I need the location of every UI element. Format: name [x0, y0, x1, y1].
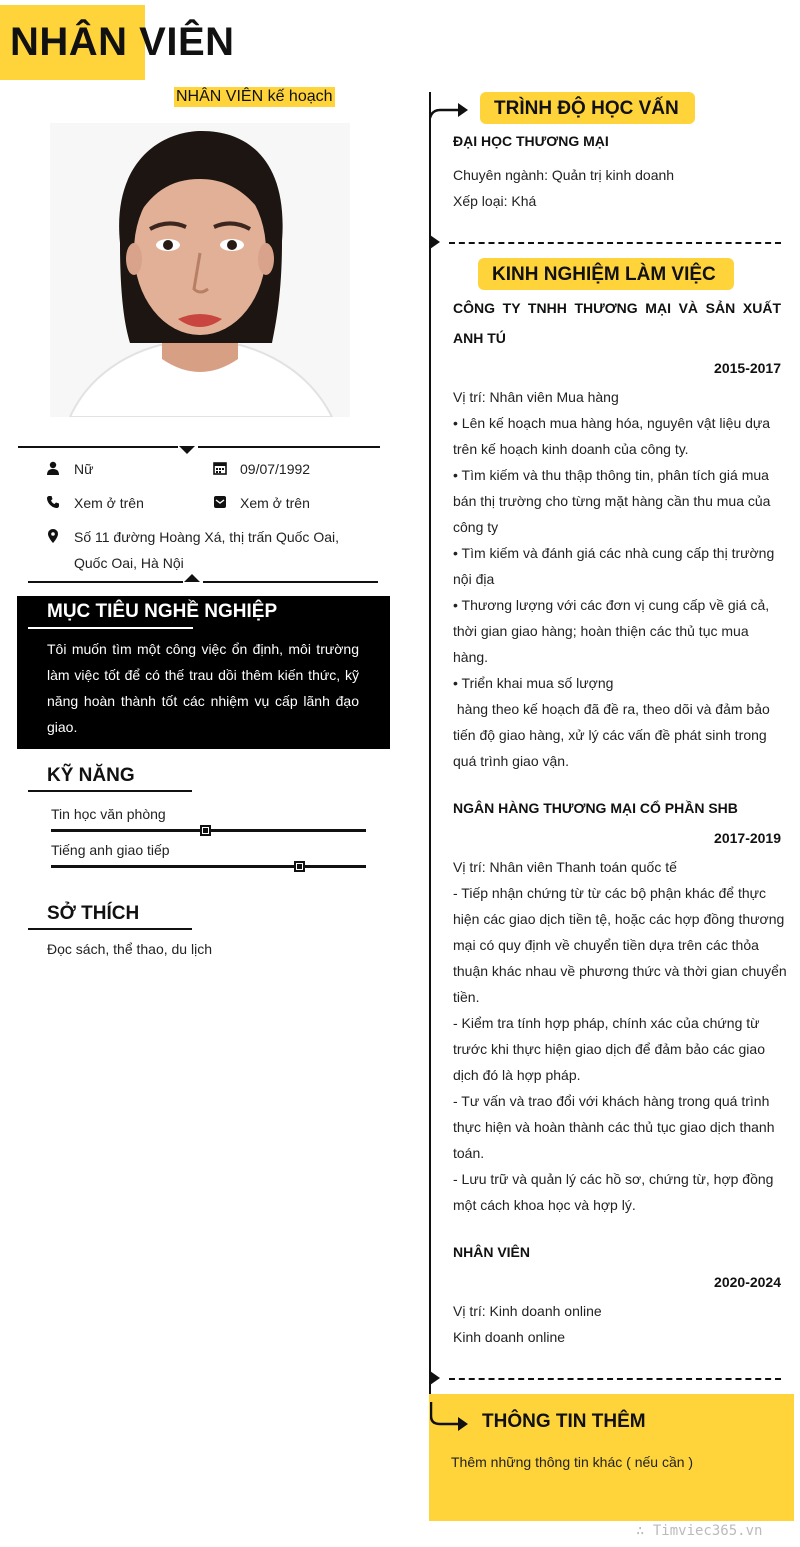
job-company-line2: ANH TÚ	[453, 330, 506, 346]
birthday-value: 09/07/1992	[240, 461, 311, 477]
skill-level-marker	[294, 861, 305, 872]
section-arrow-icon	[430, 1402, 470, 1432]
extra-info-text: Thêm những thông tin khác ( nếu cần )	[451, 1454, 694, 1470]
job-position: Vị trí: Kinh doanh online	[453, 1303, 602, 1319]
phone-value: Xem ở trên	[74, 495, 144, 511]
career-objective-text: Tôi muốn tìm một công việc ổn định, môi trường làm việc tốt để có thế trau dồi thêm kiến thức, kỹ năng hoàn thành tốt các nhiệm vụ cấp lãnh đạo giao.	[47, 641, 359, 735]
job-description-line: hàng.	[453, 649, 489, 665]
divider-arrow-down	[179, 446, 195, 454]
job-description-line: • Tìm kiếm và thu thập thông tin, phân tích giá mua	[453, 467, 769, 483]
section-divider	[449, 1378, 781, 1380]
job-description	[453, 880, 787, 1218]
contact-divider-top-right	[198, 446, 380, 448]
phone-icon	[46, 495, 60, 509]
career-objective-title: MỤC TIÊU NGHỀ NGHIỆP	[47, 601, 278, 622]
job-description-line: - Kiểm tra tính hợp pháp, chính xác của chứng từ	[453, 1015, 760, 1031]
hobbies-title-underline	[28, 928, 192, 930]
skill-level-marker	[200, 825, 211, 836]
divider-arrow-up	[184, 574, 200, 582]
job-description-line: quá trình giao vận.	[453, 753, 569, 769]
job-description-line: tiền.	[453, 989, 480, 1005]
job-description-line: dịch đó là hợp pháp.	[453, 1067, 581, 1083]
user-icon	[46, 461, 60, 475]
job-company: NGÂN HÀNG THƯƠNG MẠI CỔ PHẦN SHB	[453, 800, 738, 816]
watermark: ∴ Timviec365.vn	[636, 1523, 763, 1539]
map-pin-icon	[46, 529, 60, 543]
hobbies-text: Đọc sách, thể thao, du lịch	[47, 941, 212, 957]
skills-title-underline	[28, 790, 192, 792]
job-description-line: - Tiếp nhận chứng từ từ các bộ phận khác để thực	[453, 885, 767, 901]
job-position: Vị trí: Nhân viên Mua hàng	[453, 389, 619, 405]
education-school: ĐẠI HỌC THƯƠNG MẠI	[453, 133, 609, 149]
skill-bar	[51, 865, 366, 868]
job-description-line: thời gian giao hàng; hoàn thiện các thủ tục mua	[453, 623, 749, 639]
job-description-line: hiện các giao dịch tiền tệ, hoặc các hợp đồng thương	[453, 911, 785, 927]
envelope-icon	[213, 495, 227, 509]
extra-info-title: THÔNG TIN THÊM	[482, 1411, 646, 1432]
hobbies-title: SỞ THÍCH	[47, 903, 140, 924]
email-value: Xem ở trên	[240, 495, 310, 511]
job-description-line: công ty	[453, 519, 499, 535]
job-company: NHÂN VIÊN	[453, 1244, 531, 1260]
job-period: 2017-2019	[714, 830, 781, 846]
job-description-line: một cách khoa học và hợp lý.	[453, 1197, 636, 1213]
education-title: TRÌNH ĐỘ HỌC VẤN	[494, 98, 679, 119]
job-description-line: Kinh doanh online	[453, 1329, 566, 1345]
job-description-line: nội địa	[453, 571, 495, 587]
experience-title: KINH NGHIỆM LÀM VIỆC	[492, 264, 716, 285]
contact-divider-bottom-left	[28, 581, 183, 583]
job-description-line: bán thị trường cho từng mặt hàng cần thu mua của	[453, 493, 771, 509]
job-period: 2020-2024	[714, 1274, 781, 1290]
job-description-line: hàng theo kế hoạch đã đề ra, theo dõi và đảm bảo	[453, 701, 770, 717]
job-description-line: trên kế hoạch kinh doanh của công ty.	[453, 441, 689, 457]
job-period: 2015-2017	[714, 360, 781, 376]
job-title: NHÂN VIÊN kế hoạch	[176, 88, 333, 105]
contact-divider-top-left	[18, 446, 178, 448]
job-description-line: - Lưu trữ và quản lý các hồ sơ, chứng từ, hợp đồng	[453, 1171, 774, 1187]
profile-photo	[50, 123, 350, 417]
job-description-line: trước khi thực hiện giao dịch để đảm bảo các giao	[453, 1041, 765, 1057]
skill-label: Tiếng anh giao tiếp	[51, 842, 170, 858]
address-line-1: Số 11 đường Hoàng Xá, thị trấn Quốc Oai,	[74, 529, 340, 545]
job-description-line: • Tìm kiếm và đánh giá các nhà cung cấp thị trường	[453, 545, 775, 561]
job-description-line: • Lên kế hoạch mua hàng hóa, nguyên vật liệu dựa	[453, 415, 771, 431]
job-description-line: - Tư vấn và trao đổi với khách hàng trong quá trình	[453, 1093, 770, 1109]
gender-value: Nữ	[74, 461, 94, 477]
job-company: CÔNG TY TNHH THƯƠNG MẠI VÀ SẢN XUẤT	[453, 300, 781, 316]
section-divider	[449, 242, 781, 244]
calendar-icon	[213, 461, 227, 475]
job-description-line: thuận khác nhau về phương thức và thời gian chuyển	[453, 963, 787, 979]
job-description-line: • Triển khai mua số lượng	[453, 675, 614, 691]
skills-title: KỸ NĂNG	[47, 765, 135, 786]
timeline-line	[429, 92, 431, 1417]
address-line-2: Quốc Oai, Hà Nội	[74, 555, 184, 571]
job-description-line: • Thương lượng với các đơn vị cung cấp về giá cả,	[453, 597, 770, 613]
timeline-marker	[430, 1371, 440, 1385]
job-position: Vị trí: Nhân viên Thanh toán quốc tế	[453, 859, 677, 875]
section-arrow-icon	[430, 100, 470, 120]
job-description-line: toán.	[453, 1145, 485, 1161]
job-description	[453, 410, 781, 774]
education-major: Chuyên ngành: Quản trị kinh doanh	[453, 167, 675, 183]
contact-divider-bottom-right	[203, 581, 378, 583]
skill-label: Tin học văn phòng	[51, 806, 166, 822]
career-title-underline	[28, 627, 193, 629]
job-description-line: mại có quy định về chuyển tiền dựa trên các thỏa	[453, 937, 759, 953]
job-description	[453, 1324, 781, 1350]
education-rank: Xếp loại: Khá	[453, 193, 537, 209]
job-description-line: thực hiện và hoàn thành các thủ tục giao dịch thanh	[453, 1119, 775, 1135]
job-description-line: tiến độ giao hàng, xử lý các vấn đề phát sinh trong	[453, 727, 767, 743]
timeline-marker	[430, 235, 440, 249]
candidate-name: NHÂN VIÊN	[10, 20, 235, 64]
